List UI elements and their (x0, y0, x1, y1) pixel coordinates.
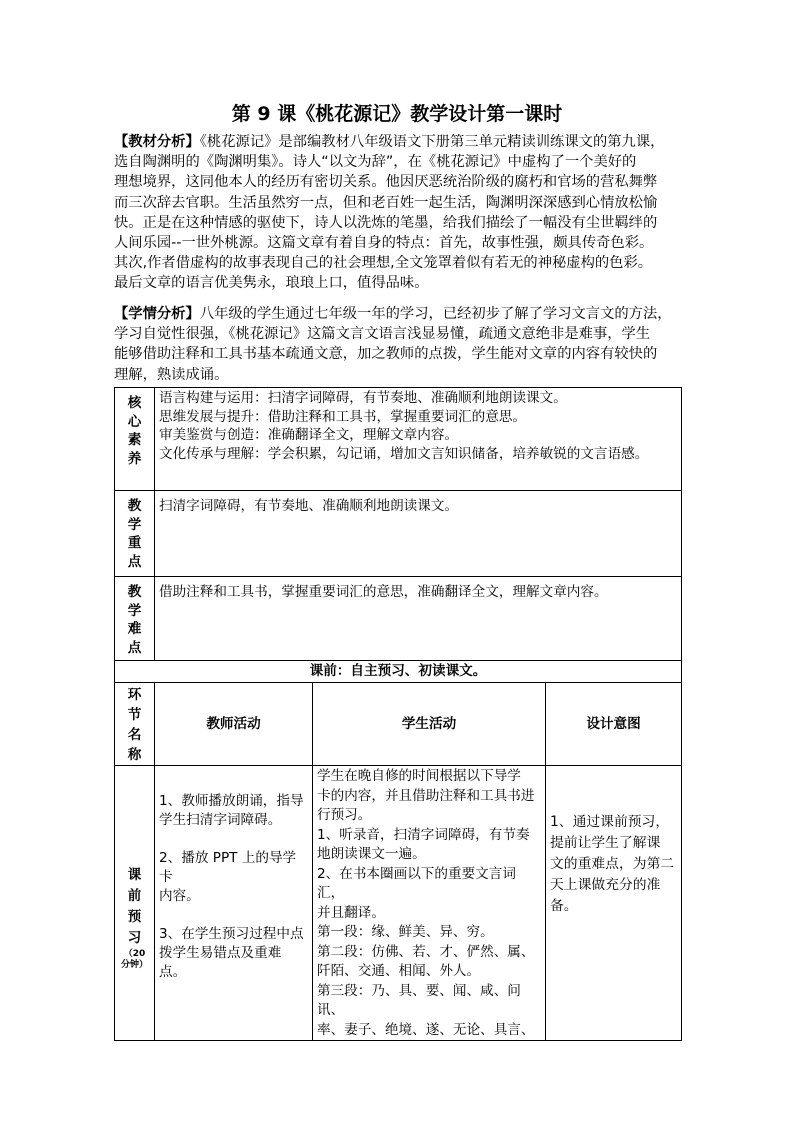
key-points-label: 教 学 重 点 (115, 491, 155, 577)
student-analysis-text: 八年级的学生通过七年级一年的学习，已经初步了解了学习文言文的方法， 学习自觉性很强，《桃花源记》这篇文言文语言浅显易懂，疏通文意绝非是难事，学生 能够借助注释和工具书基本疏通文意，加之教师的点拨，学生能对文章的内容有较快的 理解，熟读成诵。 (114, 306, 672, 383)
row-core-literacy (115, 388, 682, 491)
difficulties-text: 借助注释和工具书，掌握重要词汇的意思，准确翻译全文，理解文章内容。 (155, 577, 682, 661)
student-analysis-label: 【学情分析】 (114, 306, 200, 322)
row-difficulties (115, 577, 682, 661)
col-intent-header: 设计意图 (546, 683, 682, 766)
row-column-headers (115, 683, 682, 766)
row-key-points (115, 491, 682, 577)
col-stage-header: 环 节 名 称 (115, 683, 155, 766)
preview-stage-label: 课 前 预 习 (127, 867, 142, 946)
student-analysis (114, 304, 689, 385)
textbook-analysis (114, 132, 689, 294)
preview-stage-cell (115, 766, 155, 1041)
col-student-header: 学生活动 (313, 683, 546, 766)
difficulties-label: 教 学 难 点 (115, 577, 155, 661)
row-section-before-class (115, 661, 682, 683)
preview-design-intent: 1、通过课前预习， 提前让学生了解课 文的重难点，为第二 天上课做充分的准 备。 (546, 766, 682, 1041)
page-title: 第 9 课《桃花源记》教学设计第一课时 (231, 103, 563, 125)
lesson-plan-table (114, 387, 682, 1041)
core-literacy-label: 核 心 素 养 (115, 388, 155, 491)
preview-duration: （20 分钟） (120, 949, 148, 970)
textbook-analysis-label: 【教材分析】 (114, 134, 200, 150)
core-literacy-text: 语言构建与运用：扫清字词障碍，有节奏地、准确顺利地朗读课文。 思维发展与提升：借助注释和工具书，掌握重要词汇的意思。 审美鉴赏与创造：准确翻译全文，理解文章内容。 文化传承与理解：学会积累，勾记诵，增加文言知识储备，培养敏锐的文言语感。 (155, 388, 682, 491)
col-teacher-header: 教师活动 (155, 683, 313, 766)
textbook-analysis-text: 《桃花源记》是部编教材八年级语文下册第三单元精读训练课文的第九课， 选自陶渊明的《陶渊明集》。诗人“以文为辞”，在《桃花源记》中虚构了一个美好的 理想境界，这同他本人的经历有密切关系。他因厌恶统治阶级的腐朽和官场的营私舞弊 而三次辞去官职。生活虽然穷一点，但和老百姓一起生活，陶渊明深深感到心情放松愉 快。正是在这种情感的驱使下，诗人以洗炼的笔墨，给我们描绘了一幅没有尘世羁绊的 人间乐园--一世外桃源。这篇文章有着自身的特点：首先，故事性强，颇具传奇色彩。 其次,作者借虚构的故事表现自己的社会理想,全文笼罩着似有若无的神秘虚构的色彩。 最后文章的语言优美隽永，琅琅上口，值得品味。 (114, 134, 665, 292)
row-preview (115, 766, 682, 1041)
preview-teacher-activity: 1、教师播放朗诵，指导 学生扫清字词障碍。 2、播放 PPT 上的导学卡 内容。 3、在学生预习过程中点 拨学生易错点及重难点。 (155, 766, 313, 1041)
preview-student-activity: 学生在晚自修的时间根据以下导学 卡的内容，并且借助注释和工具书进 行预习。 1、听录音，扫清字词障碍，有节奏 地朗读课文一遍。 2、在书本圈画以下的重要文言词汇， 并且翻译。 第一段：缘、鲜美、异、穷。 第二段：仿佛、若、才、俨然、属、 阡陌、交通、相闻、外人。 第三段：乃、具、要、闻、咸、问讯、 率、妻子、绝境、遂、无论、具言、 (313, 766, 546, 1041)
key-points-text: 扫清字词障碍，有节奏地、准确顺利地朗读课文。 (155, 491, 682, 577)
section-before-class: 课前：自主预习、初读课文。 (115, 661, 682, 683)
